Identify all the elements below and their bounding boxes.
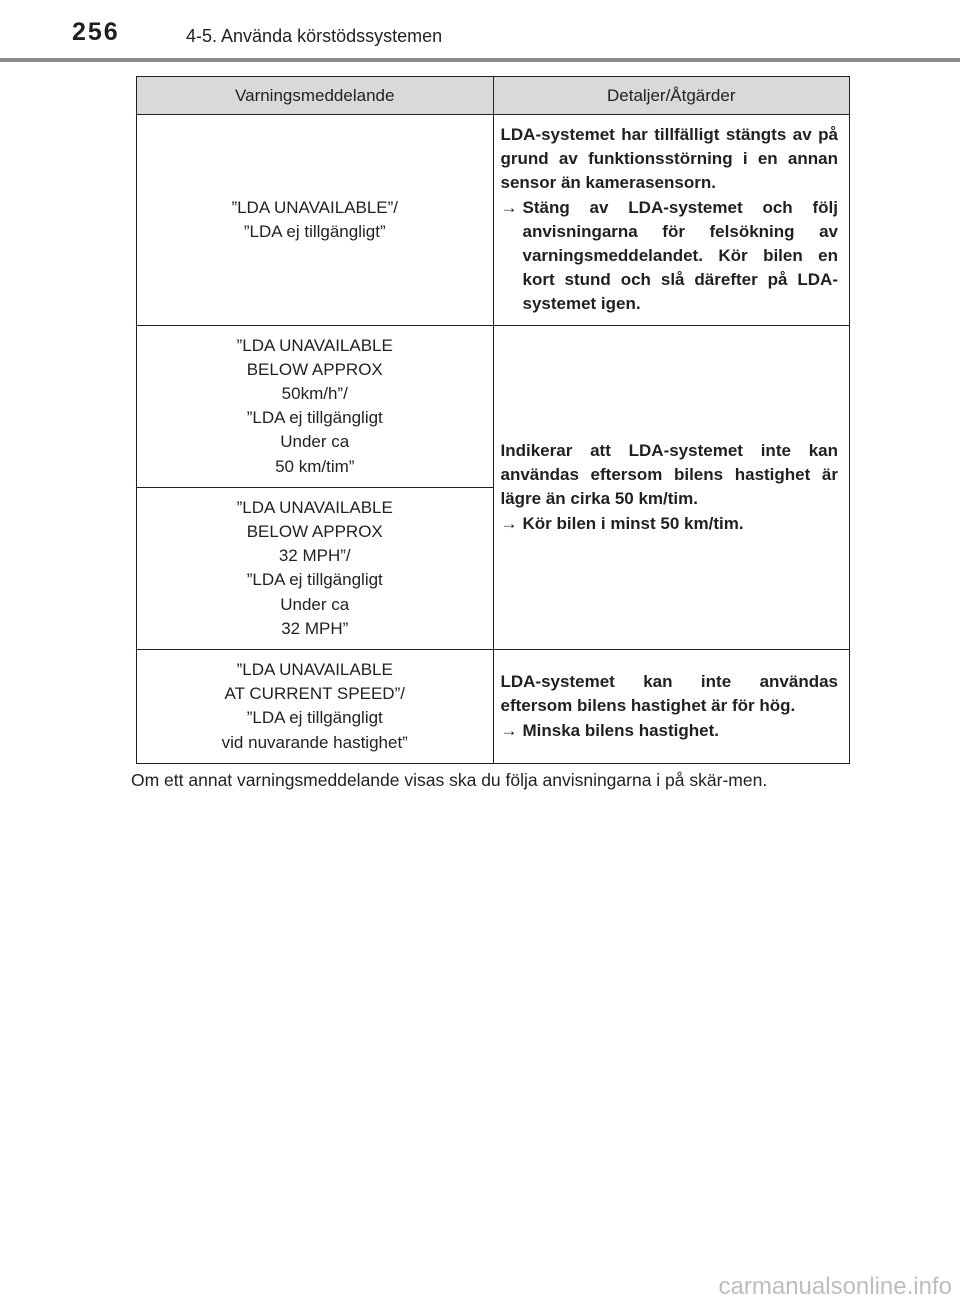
message-line: Under ca <box>280 594 350 614</box>
action-text: Stäng av LDA-systemet och följ anvisningarna för felsökning av varningsmeddelandet. Kör bilen en kort stund och slå därefter på LDA-systemet igen. <box>522 197 838 314</box>
section-title: 4-5. Använda körstödssystemen <box>186 26 443 46</box>
warning-messages-table <box>136 76 850 764</box>
details-text: LDA-systemet kan inte användas eftersom bilens hastighet är för hög. <box>500 672 838 716</box>
warning-message-cell <box>137 650 494 764</box>
message-line: ”LDA ej tillgängligt <box>246 708 383 728</box>
details-cell <box>493 650 850 764</box>
table-row <box>137 325 850 487</box>
details-text: LDA-systemet har tillfälligt stängts av på grund av funktionsstörning i en annan sensor än kamerasensorn. <box>500 125 838 193</box>
arrow-icon: → <box>500 513 518 533</box>
message-line: Under ca <box>280 432 350 452</box>
message-line: 50 km/tim” <box>275 456 355 476</box>
message-line: 32 MPH” <box>281 618 349 638</box>
message-line: 32 MPH”/ <box>278 546 351 566</box>
message-line: vid nuvarande hastighet” <box>221 732 408 752</box>
message-line: BELOW APPROX <box>246 522 383 542</box>
details-cell <box>493 325 850 649</box>
message-line: ”LDA UNAVAILABLE <box>236 335 393 355</box>
details-cell <box>493 115 850 326</box>
message-line: ”LDA ej tillgängligt <box>246 408 383 428</box>
message-line: ”LDA ej tillgängligt” <box>243 221 386 241</box>
warning-message-cell <box>137 487 494 649</box>
table-header-row <box>137 77 850 115</box>
column-header-details: Detaljer/Åtgärder <box>493 77 850 115</box>
arrow-icon: → <box>500 197 518 217</box>
action-text: Kör bilen i minst 50 km/tim. <box>522 513 744 533</box>
details-text: Indikerar att LDA-systemet inte kan användas eftersom bilens hastighet är lägre än cirka 50 km/tim. <box>500 440 838 509</box>
message-line: ”LDA UNAVAILABLE <box>236 660 393 680</box>
page-number: 256 <box>72 18 120 46</box>
message-line: ”LDA UNAVAILABLE”/ <box>231 197 399 217</box>
table-row <box>137 650 850 764</box>
warning-message-cell <box>137 325 494 487</box>
table-row <box>137 115 850 326</box>
action-text: Minska bilens hastighet. <box>522 720 719 740</box>
action-step <box>501 512 839 536</box>
message-line: BELOW APPROX <box>246 359 383 379</box>
watermark: carmanualsonline.info <box>718 1273 952 1300</box>
action-step <box>501 719 839 743</box>
warning-message-cell <box>137 115 494 326</box>
message-line: ”LDA UNAVAILABLE <box>236 497 393 517</box>
column-header-message: Varningsmeddelande <box>137 77 494 115</box>
message-line: ”LDA ej tillgängligt <box>246 570 383 590</box>
action-step <box>501 196 839 317</box>
header-divider <box>0 58 960 62</box>
footnote-text: Om ett annat varningsmeddelande visas ska du följa anvisningarna i på skär-men. <box>131 770 768 790</box>
message-line: 50km/h”/ <box>281 384 348 404</box>
message-line: AT CURRENT SPEED”/ <box>224 684 405 704</box>
arrow-icon: → <box>500 720 518 740</box>
